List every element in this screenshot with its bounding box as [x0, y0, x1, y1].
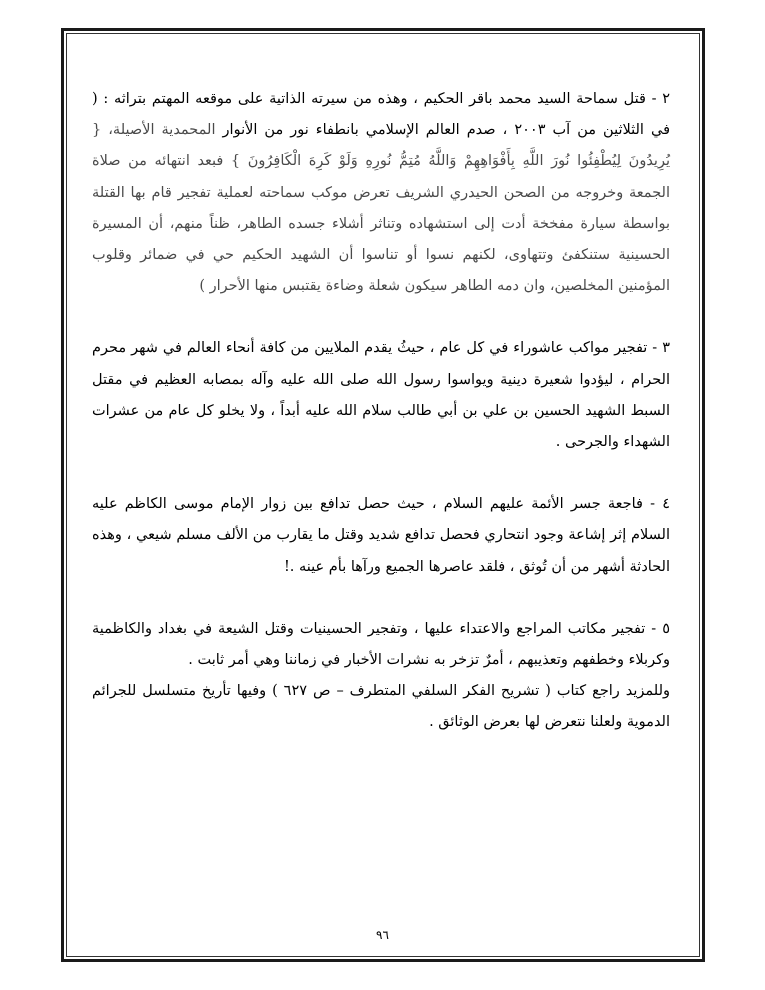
page-number: ٩٦	[376, 928, 389, 942]
paragraph-3	[92, 333, 670, 458]
reference-note-text: وللمزيد راجع كتاب ( تشريح الفكر السلفي المتطرف – ص ٦٢٧ ) وفيها تأريخ متسلسل للجرائم الدموية ولعلنا نتعرض لها بعرض الوثائق .	[92, 683, 670, 731]
paragraph-gap	[92, 302, 670, 333]
paragraph-4-text: ٤ - فاجعة جسر الأئمة عليهم السلام ، حيث حصل تدافع بين زوار الإمام موسى الكاظم عليه السلام إثر إشاعة وجود انتحاري فحصل تدافع شديد وقتل ما يقارب من الألف مسلم شيعي ، وهذه الحادثة أشهر من أن تُوثق ، فلقد عاصرها الجميع ورآها بأم عينه .!	[92, 496, 670, 575]
paragraph-5-text: ٥ - تفجير مكاتب المراجع والاعتداء عليها ، وتفجير الحسينيات وقتل الشيعة في بغداد والكاظمية وكربلاء وخطفهم وتعذيبهم ، أمرٌ تزخر به نشرات الأخبار في زماننا وهي أمر ثابت .	[92, 620, 670, 669]
paragraph-2-lead: ٢ - قتل سماحة السيد محمد باقر الحكيم ، وهذه من سيرته الذاتية على موقعه المهتم بتراثه : ( في الثلاثين من آب ٢٠٠٣ ، صدم العالم الإسلامي بانطفاء نور من الأنوار	[92, 91, 670, 139]
paragraph-4	[92, 489, 670, 583]
paragraph-gap	[92, 583, 670, 614]
paragraph-2	[92, 84, 670, 302]
paragraph-5	[92, 614, 670, 676]
page-body	[92, 84, 670, 739]
paragraph-gap	[92, 458, 670, 489]
reference-note	[92, 676, 670, 738]
paragraph-2-body: المحمدية الأصيلة، { يُرِيدُونَ لِيُطْفِئُوا نُورَ اللَّهِ بِأَفْوَاهِهِمْ وَاللَّهُ مُتِمُّ نُورِهِ وَلَوْ كَرِهَ الْكَافِرُونَ } فبعد انتهائه من صلاة الجمعة وخروجه من الصحن الحيدري الشريف تعرض موكب سماحته لعملية تفجير قام بها القتلة بواسطة سيارة مفخخة أدت إلى استشهاده وتناثر أشلاء جسده الطاهر، ظناً منهم، أن المسيرة الحسينية ستنكفئ وتتهاوى، لكنهم نسوا أو تناسوا أن الشهيد الحكيم حي في ضمائر وقلوب المؤمنين المخلصين، وان دمه الطاهر سيكون شعلة وضاءة يقتبس منها الأحرار )	[92, 122, 670, 295]
paragraph-3-text: ٣ - تفجير مواكب عاشوراء في كل عام ، حيثُ يقدم الملايين من كافة أنحاء العالم في شهر محرم الحرام ، ليؤدوا شعيرة دينية ويواسوا رسول الله صلى الله عليه وآله بمصابه العظيم في مقتل السبط الشهيد الحسين بن علي بن أبي طالب سلام الله عليه أبداً ، ولا يخلو كل عام من عشرات الشهداء والجرحى .	[92, 340, 670, 451]
